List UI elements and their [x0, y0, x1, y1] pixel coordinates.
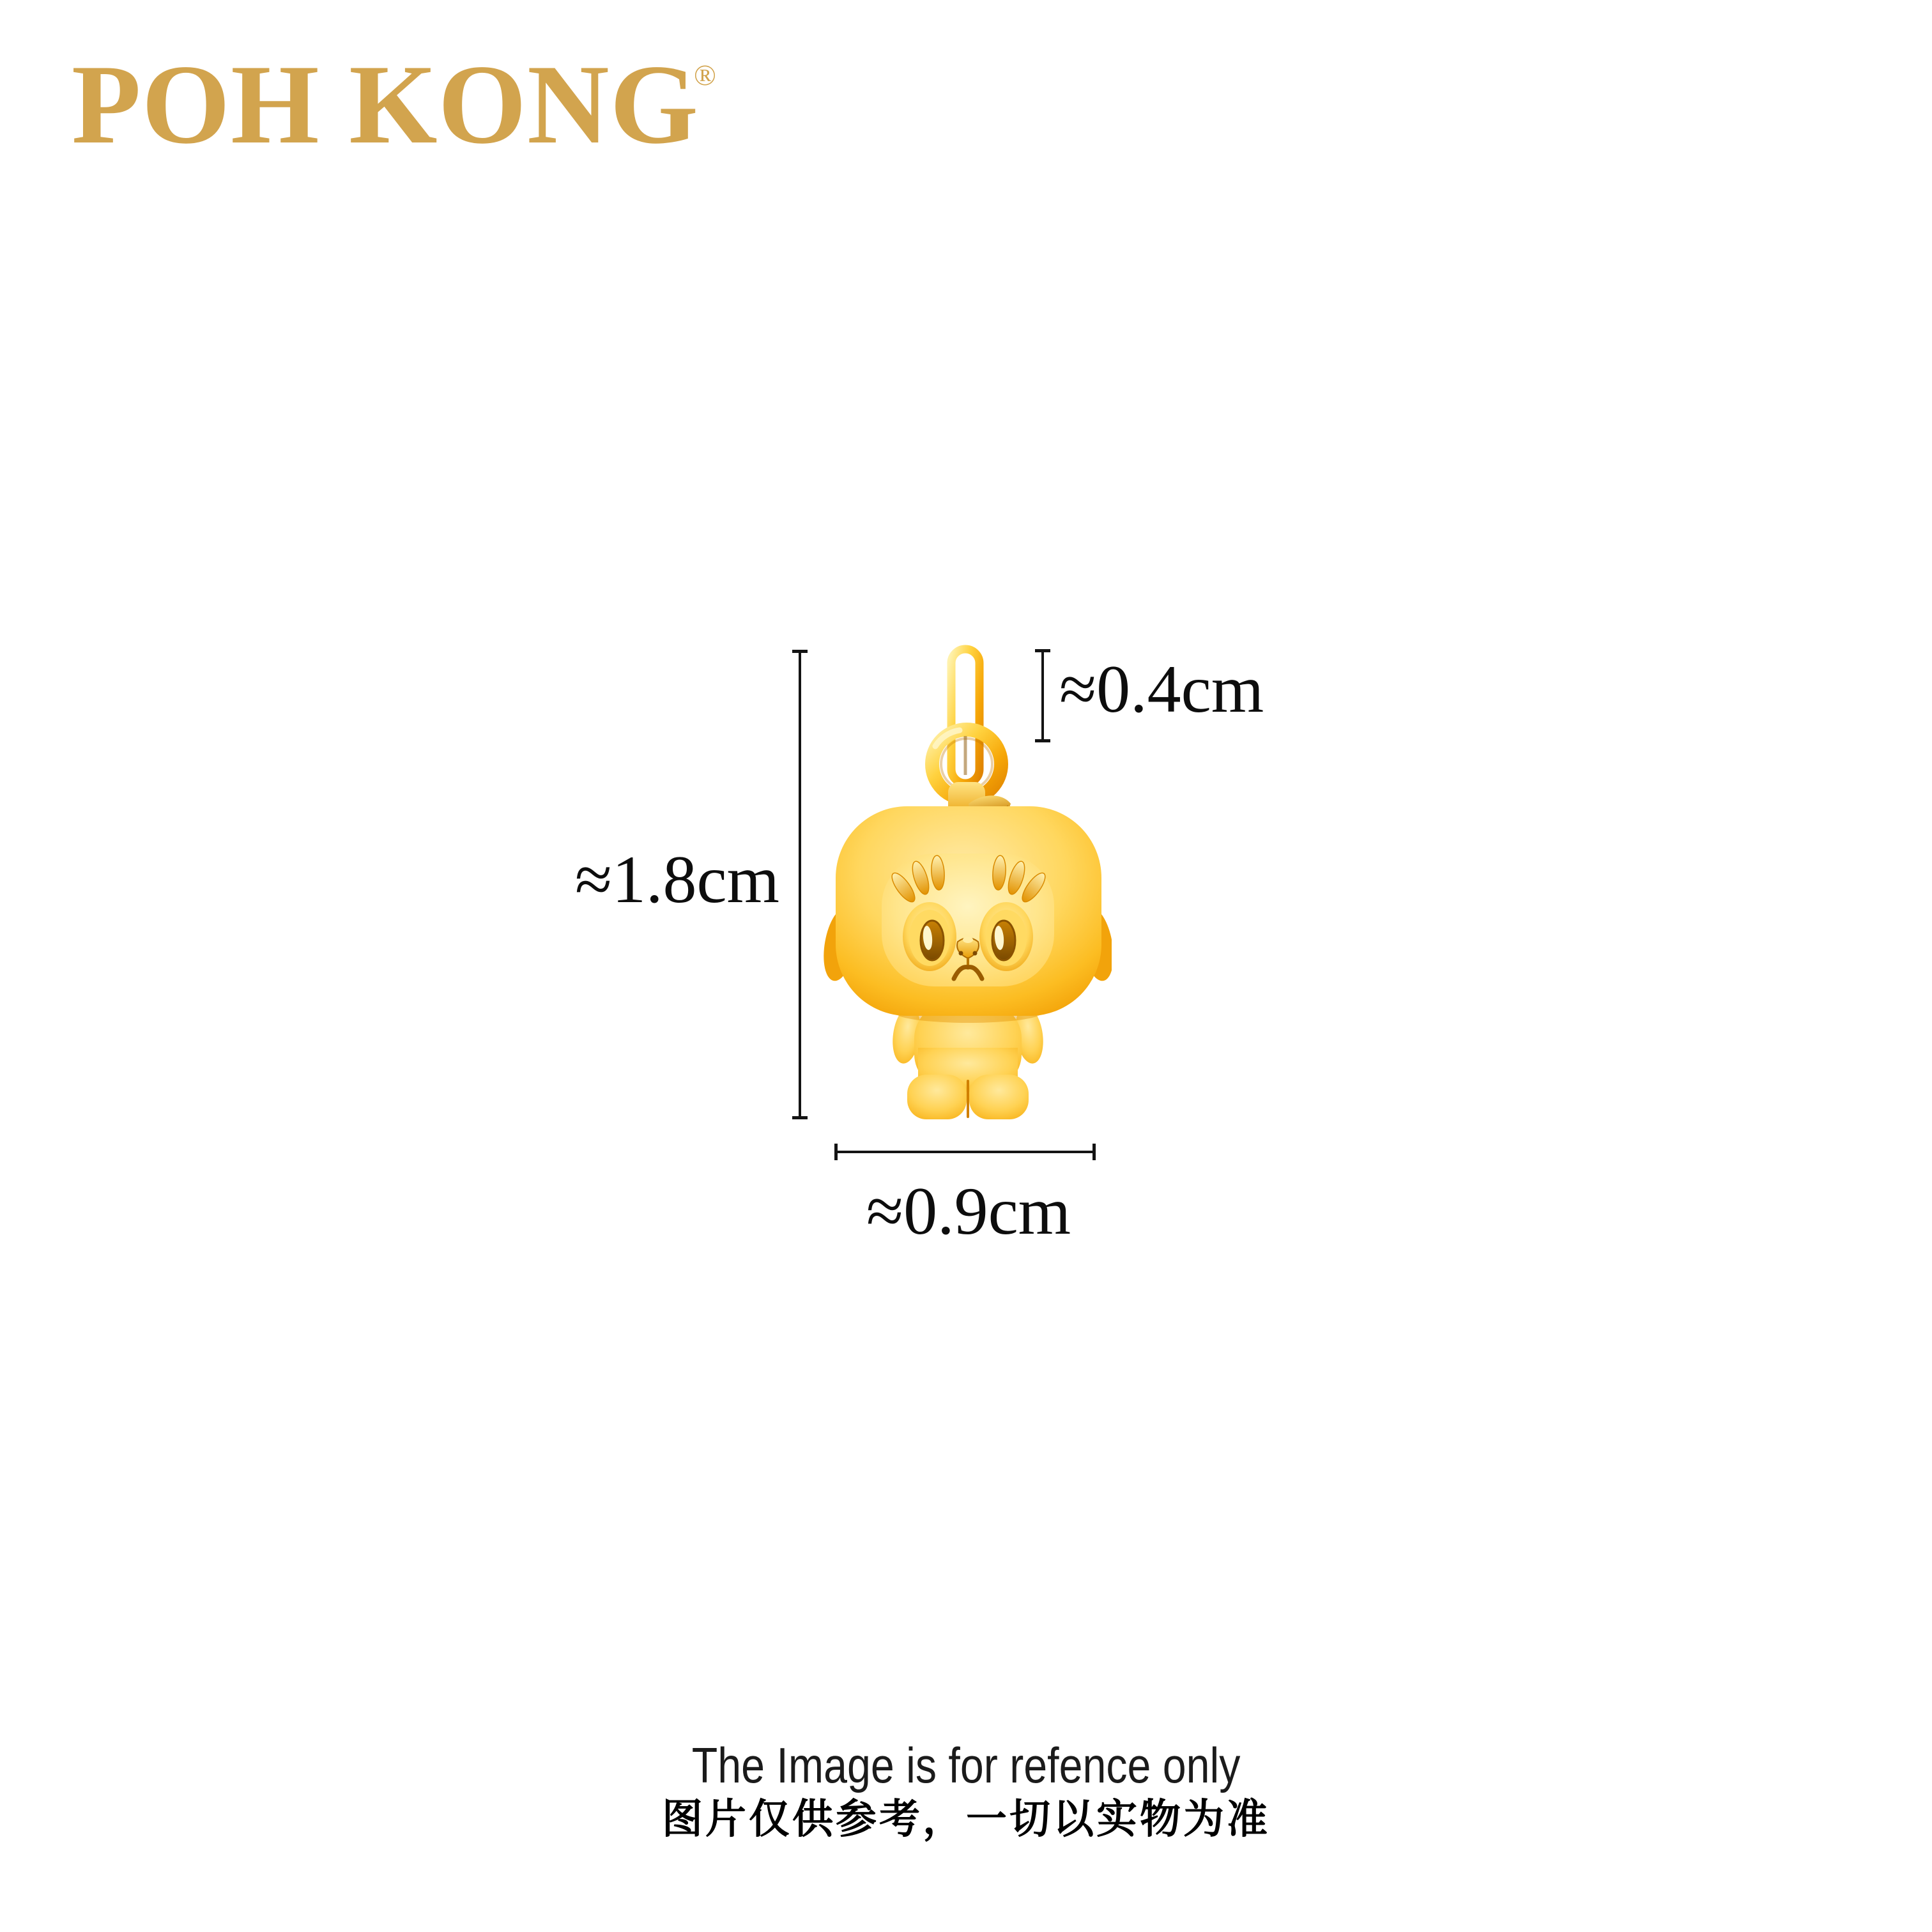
width-tick-right [1092, 1144, 1096, 1160]
eye-right [979, 902, 1033, 971]
width-dimension-label: ≈0.9cm [866, 1174, 1071, 1248]
width-tick-left [834, 1144, 838, 1160]
brand-logo: POH KONG [72, 41, 700, 167]
height-dimension-label: ≈1.8cm [574, 842, 779, 917]
height-tick-bottom [792, 1116, 808, 1119]
height-dimension-line [799, 652, 801, 1118]
eye-left [903, 902, 956, 971]
width-dimension-line [836, 1151, 1094, 1153]
foot-left [907, 1075, 967, 1119]
bail-dimension-line [1041, 651, 1044, 741]
registered-trademark-icon: ® [694, 59, 716, 91]
height-tick-top [792, 650, 808, 653]
bail-tick-bottom [1035, 739, 1050, 742]
disclaimer-chinese: 图片仅供参考，一切以实物为准 [662, 1797, 1270, 1842]
foot-right [969, 1075, 1029, 1119]
bail-dimension-label: ≈0.4cm [1059, 652, 1264, 726]
character-body [889, 1002, 1046, 1119]
disclaimer-english [0, 1737, 1932, 1793]
disclaimer-english-text: The Image is for refence only [691, 1737, 1241, 1793]
bail-tick-top [1035, 649, 1050, 652]
